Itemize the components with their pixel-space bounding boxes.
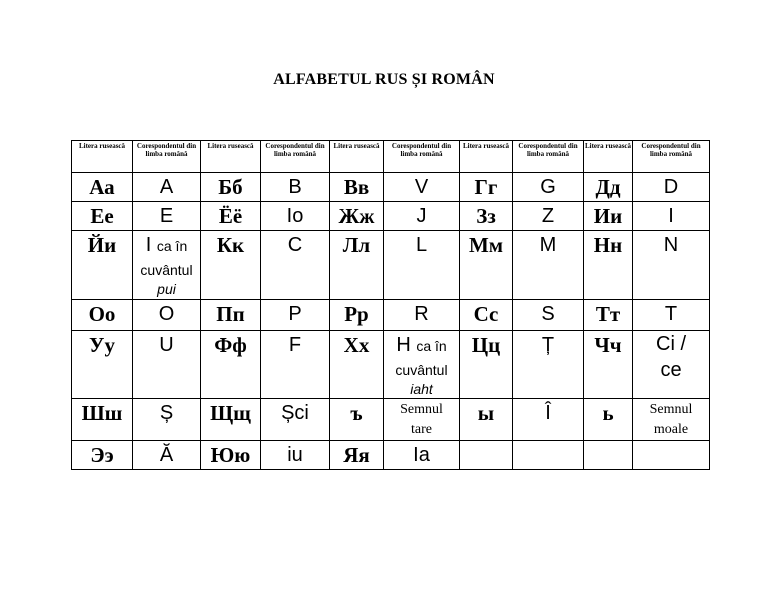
table-row (72, 173, 710, 202)
russian-letter-cell: Аа (72, 173, 133, 202)
russian-letter-cell (584, 441, 633, 470)
table-row (72, 231, 710, 300)
header-romanian-equivalent: Corespondentul din limba română (513, 141, 584, 173)
romanian-equivalent-cell: C (261, 231, 330, 300)
romanian-equivalent-cell: Z (513, 202, 584, 231)
romanian-letter: H (396, 334, 411, 356)
romanian-equivalent-cell (633, 399, 710, 441)
romanian-letter-alt: ce (660, 359, 682, 381)
table-row (72, 202, 710, 231)
russian-letter-cell: Зз (460, 202, 513, 231)
romanian-equivalent-cell: N (633, 231, 710, 300)
header-romanian-equivalent: Corespondentul din limba română (261, 141, 330, 173)
page-title: ALFABETUL RUS ȘI ROMÂN (273, 71, 495, 88)
romanian-equivalent-cell: V (384, 173, 460, 202)
romanian-equivalent-cell (513, 441, 584, 470)
russian-letter-cell: Цц (460, 331, 513, 399)
romanian-equivalent-cell (133, 231, 201, 300)
russian-letter-cell: Гг (460, 173, 513, 202)
header-romanian-equivalent: Corespondentul din limba română (384, 141, 460, 173)
romanian-equivalent-cell: U (133, 331, 201, 399)
russian-letter-cell: Рр (330, 300, 384, 331)
header-russian-letter: Litera rusească (201, 141, 261, 173)
romanian-equivalent-cell (384, 331, 460, 399)
romanian-equivalent-cell: B (261, 173, 330, 202)
sign-type: tare (411, 422, 432, 437)
romanian-equivalent-cell: F (261, 331, 330, 399)
russian-letter-cell: Жж (330, 202, 384, 231)
header-romanian-equivalent: Corespondentul din limba română (133, 141, 201, 173)
romanian-equivalent-cell: E (133, 202, 201, 231)
romanian-equivalent-cell: S (513, 300, 584, 331)
romanian-equivalent-cell: I (633, 202, 710, 231)
russian-letter-cell: Лл (330, 231, 384, 300)
russian-letter-cell: Шш (72, 399, 133, 441)
russian-letter-cell (460, 441, 513, 470)
russian-letter-cell: Дд (584, 173, 633, 202)
russian-letter-cell: Пп (201, 300, 261, 331)
russian-letter-cell: Вв (330, 173, 384, 202)
russian-letter-cell: Тт (584, 300, 633, 331)
romanian-equivalent-cell: T (633, 300, 710, 331)
romanian-equivalent-cell: Șci (261, 399, 330, 441)
russian-letter-cell: Уу (72, 331, 133, 399)
romanian-equivalent-cell: G (513, 173, 584, 202)
header-russian-letter: Litera rusească (584, 141, 633, 173)
example-word: iaht (410, 381, 433, 397)
header-row (72, 141, 710, 173)
russian-letter-cell: Ёё (201, 202, 261, 231)
romanian-equivalent-cell: L (384, 231, 460, 300)
romanian-equivalent-cell: J (384, 202, 460, 231)
romanian-letter: I (145, 234, 152, 256)
pronunciation-note: ca în (416, 338, 447, 354)
russian-letter-cell: Нн (584, 231, 633, 300)
header-romanian-equivalent: Corespondentul din limba română (633, 141, 710, 173)
romanian-equivalent-cell: O (133, 300, 201, 331)
romanian-equivalent-cell: D (633, 173, 710, 202)
pronunciation-note: cuvântul (140, 262, 193, 278)
russian-letter-cell: Ии (584, 202, 633, 231)
alphabet-table (71, 140, 710, 470)
romanian-equivalent-cell: Ș (133, 399, 201, 441)
russian-letter-cell: Чч (584, 331, 633, 399)
pronunciation-note: cuvântul (395, 362, 448, 378)
russian-letter-cell: Ее (72, 202, 133, 231)
russian-letter-cell: Бб (201, 173, 261, 202)
pronunciation-note: ca în (156, 238, 188, 254)
table-row (72, 399, 710, 441)
romanian-equivalent-cell (384, 399, 460, 441)
romanian-equivalent-cell: iu (261, 441, 330, 470)
table-row (72, 441, 710, 470)
sign-type: moale (653, 422, 689, 437)
russian-letter-cell: ы (460, 399, 513, 441)
russian-letter-cell: Ээ (72, 441, 133, 470)
russian-letter-cell: Кк (201, 231, 261, 300)
russian-letter-cell: ъ (330, 399, 384, 441)
russian-letter-cell: Хх (330, 331, 384, 399)
russian-letter-cell: Щщ (201, 399, 261, 441)
romanian-equivalent-cell: Io (261, 202, 330, 231)
romanian-equivalent-cell: Ț (513, 331, 584, 399)
table-row (72, 331, 710, 399)
russian-letter-cell: Оо (72, 300, 133, 331)
romanian-letter: Ci / (656, 333, 686, 355)
romanian-equivalent-cell: M (513, 231, 584, 300)
russian-letter-cell: ь (584, 399, 633, 441)
romanian-equivalent-cell: R (384, 300, 460, 331)
romanian-equivalent-cell: A (133, 173, 201, 202)
romanian-equivalent-cell: Î (513, 399, 584, 441)
russian-letter-cell: Мм (460, 231, 513, 300)
russian-letter-cell: Юю (201, 441, 261, 470)
header-russian-letter: Litera rusească (460, 141, 513, 173)
romanian-equivalent-cell (633, 331, 710, 399)
example-word: pui (157, 281, 176, 297)
header-russian-letter: Litera rusească (330, 141, 384, 173)
sign-label: Semnul (400, 402, 443, 417)
romanian-equivalent-cell (633, 441, 710, 470)
romanian-equivalent-cell: Ia (384, 441, 460, 470)
russian-letter-cell: Йи (72, 231, 133, 300)
russian-letter-cell: Сс (460, 300, 513, 331)
sign-label: Semnul (649, 402, 693, 417)
romanian-equivalent-cell: Ă (133, 441, 201, 470)
table-row (72, 300, 710, 331)
russian-letter-cell: Фф (201, 331, 261, 399)
russian-letter-cell: Яя (330, 441, 384, 470)
header-russian-letter: Litera rusească (72, 141, 133, 173)
romanian-equivalent-cell: P (261, 300, 330, 331)
